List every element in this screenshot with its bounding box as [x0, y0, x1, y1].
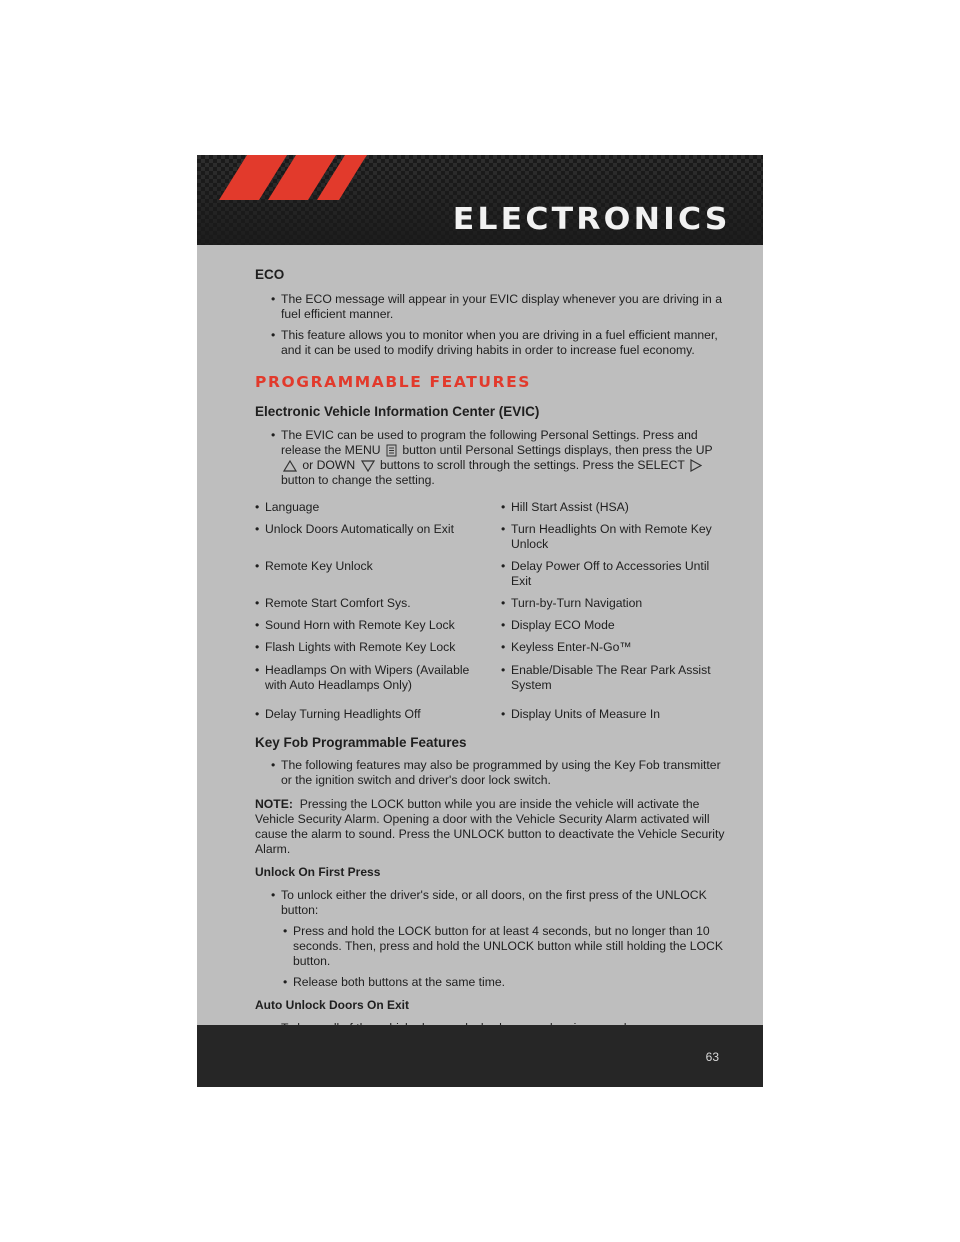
list-item: • Delay Turning Headlights Off	[255, 707, 421, 721]
list-item: • Release both buttons at the same time.	[283, 975, 506, 989]
section-header	[197, 155, 763, 245]
keyfob-heading: Key Fob Programmable Features	[255, 735, 467, 750]
list-item: • The following features may also be programmed by using the Key Fob transmitter or the ignition switch and driver's door lock switch.	[271, 758, 721, 787]
auto-unlock-heading: Auto Unlock Doors On Exit	[255, 998, 410, 1012]
list-item: • This feature allows you to monitor when you are driving in a fuel efficient manner, and it can be used to modify driving habits in order to increase fuel economy.	[271, 328, 718, 357]
manual-page	[197, 155, 763, 1087]
list-item: • Hill Start Assist (HSA)	[501, 500, 629, 514]
list-item: • Keyless Enter-N-Go™	[501, 640, 632, 654]
programmable-features-heading: PROGRAMMABLE FEATURES	[255, 373, 532, 391]
down-arrow-icon	[361, 460, 375, 472]
up-arrow-icon	[283, 460, 297, 472]
red-stripes-logo	[197, 155, 397, 205]
list-item: • To unlock either the driver's side, or all doors, on the first press of the UNLOCK button:	[271, 888, 707, 917]
select-arrow-icon	[690, 459, 702, 472]
list-item: • Remote Start Comfort Sys.	[255, 596, 411, 610]
list-item: • Remote Key Unlock	[255, 559, 373, 573]
list-item: • Turn-by-Turn Navigation	[501, 596, 643, 610]
list-item: • Unlock Doors Automatically on Exit	[255, 522, 454, 536]
list-item: • Turn Headlights On with Remote Key Unlock	[501, 522, 712, 551]
evic-instructions: • The EVIC can be used to program the following Personal Settings. Press and release the MENU button until Personal Settings displays, then press the UP or DOWN buttons to scroll through the settings. Press the SELECT button to change the setting.	[271, 428, 713, 487]
list-item: • Language	[255, 500, 320, 514]
page-footer	[197, 1025, 763, 1087]
section-title: ELECTRONICS	[453, 202, 731, 237]
list-item: • Enable/Disable The Rear Park Assist System	[501, 663, 711, 692]
note-label: NOTE:	[255, 797, 293, 811]
list-item: • The ECO message will appear in your EVIC display whenever you are driving in a fuel efficient manner.	[271, 292, 722, 321]
unlock-first-heading: Unlock On First Press	[255, 865, 381, 879]
page-number: 63	[705, 1050, 719, 1064]
evic-heading: Electronic Vehicle Information Center (EVIC)	[255, 404, 540, 419]
list-item: • Headlamps On with Wipers (Available with Auto Headlamps Only)	[255, 663, 470, 692]
list-item: • Flash Lights with Remote Key Lock	[255, 640, 456, 654]
list-item: • Delay Power Off to Accessories Until Exit	[501, 559, 710, 588]
eco-heading: ECO	[255, 267, 285, 282]
note-paragraph: NOTE: Pressing the LOCK button while you are inside the vehicle will activate the Vehicle Security Alarm. Opening a door with the Vehicle Security Alarm activated will cause the alarm to sound. Press the UNLOCK button to deactivate the Vehicle Security Alarm.	[255, 797, 725, 856]
list-item: • Press and hold the LOCK button for at least 4 seconds, but no longer than 10 seconds. Then, press and hold the UNLOCK button while still holding the LOCK button.	[283, 924, 723, 968]
menu-icon	[386, 444, 397, 457]
list-item: • Display Units of Measure In	[501, 707, 661, 721]
list-item: • Display ECO Mode	[501, 618, 615, 632]
list-item: • Sound Horn with Remote Key Lock	[255, 618, 455, 632]
